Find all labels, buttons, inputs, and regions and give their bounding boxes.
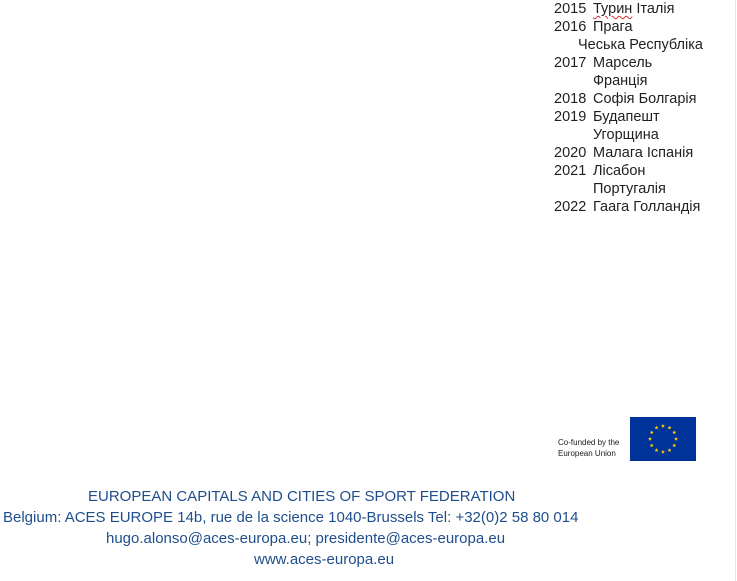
- city-country: Чеська Республіка: [578, 37, 703, 53]
- page-edge-divider: [735, 0, 736, 581]
- city-entry-2016: [554, 18, 732, 54]
- city-entry-2015: 2015 Турин Італія: [554, 1, 675, 17]
- city-entry-2020: [554, 144, 732, 162]
- city-entry-2018: [554, 90, 732, 108]
- eu-cofunded-line1: Co-funded by the: [558, 438, 620, 447]
- eu-flag-icon: [630, 417, 696, 461]
- city-year: 2017: [554, 55, 587, 71]
- city-name: Малага Іспанія: [593, 145, 694, 161]
- city-entry-2017: [554, 54, 732, 90]
- eu-cofunded-line2: European Union: [558, 448, 616, 458]
- city-year: 2022: [554, 199, 587, 215]
- city-entry-2021: [554, 162, 732, 198]
- city-country: Португалія: [593, 181, 666, 197]
- city-year: 2016: [554, 19, 587, 35]
- city-name: Гаага Голландія: [593, 199, 701, 215]
- city-entry-2022: [554, 198, 732, 216]
- capitals-list: [554, 0, 732, 216]
- city-year: 2020: [554, 145, 587, 161]
- eu-cofunded-logo: [558, 417, 698, 463]
- city-name: Софія Болгарія: [593, 91, 697, 107]
- footer-org-name: EUROPEAN CAPITALS AND CITIES OF SPORT FEDERATION: [88, 488, 516, 505]
- spellcheck-underlined-word: Турин: [593, 1, 633, 17]
- footer-website-link[interactable]: www.aces-europa.eu: [254, 551, 395, 568]
- city-name: Будапешт: [593, 109, 660, 125]
- footer-address: Belgium: ACES EUROPE 14b, rue de la science 1040-Brussels Tel: +32(0)2 58 80 014: [3, 509, 579, 526]
- city-country: Франція: [593, 73, 648, 89]
- footer-emails[interactable]: hugo.alonso@aces-europa.eu; presidente@aces-europa.eu: [106, 530, 506, 547]
- city-name: Лісабон: [593, 163, 646, 179]
- city-country: Угорщина: [593, 127, 659, 143]
- city-year: 2015: [554, 1, 587, 17]
- city-name: Прага: [593, 19, 633, 35]
- city-year: 2018: [554, 91, 587, 107]
- city-name: Марсель: [593, 55, 653, 71]
- city-entry-2019: [554, 108, 732, 144]
- eu-cofunded-text: [558, 438, 630, 459]
- city-year: 2019: [554, 109, 587, 125]
- city-year: 2021: [554, 163, 587, 179]
